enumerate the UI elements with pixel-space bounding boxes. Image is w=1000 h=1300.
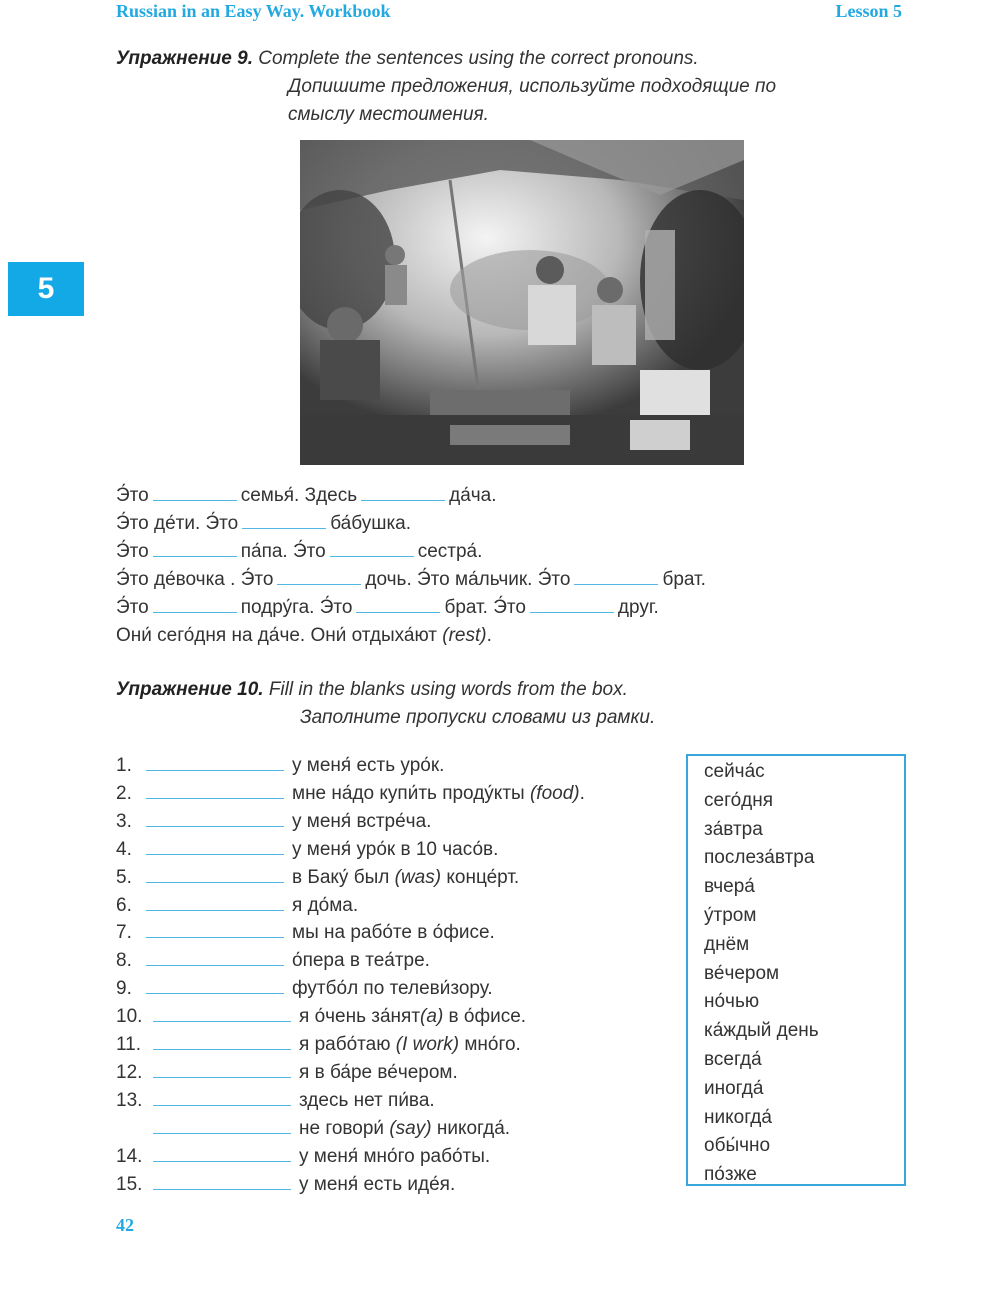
- answer-blank[interactable]: [146, 853, 284, 855]
- sentence-line-5: [116, 594, 706, 622]
- lesson-tab: 5: [8, 262, 84, 316]
- answer-blank[interactable]: [146, 881, 284, 883]
- exercise-item: [116, 1031, 585, 1059]
- exercise-9-label: Упражнение 9.: [116, 48, 253, 69]
- answer-blank[interactable]: [153, 1132, 291, 1134]
- sentence-text: Э́то: [116, 485, 149, 506]
- answer-blank[interactable]: [530, 611, 614, 613]
- exercise-item: [116, 1087, 585, 1115]
- answer-blank[interactable]: [242, 527, 326, 529]
- item-number: 9.: [116, 978, 132, 1000]
- box-word: сейча́с: [704, 761, 765, 782]
- answer-blank[interactable]: [153, 1076, 291, 1078]
- box-word: сего́дня: [704, 789, 774, 811]
- sentence-text: па́па. Э́то: [240, 541, 326, 562]
- item-number: 11.: [116, 1034, 142, 1056]
- item-text: у меня́ есть уро́к.: [292, 755, 445, 776]
- sentence-text: сестра́.: [417, 541, 483, 562]
- item-text: у меня́ уро́к в 10 часо́в.: [292, 838, 499, 860]
- answer-blank[interactable]: [146, 825, 284, 827]
- box-word: обы́чно: [704, 1135, 771, 1157]
- answer-blank[interactable]: [146, 909, 284, 911]
- answer-blank[interactable]: [153, 1160, 291, 1162]
- exercise-item: [116, 780, 585, 808]
- sentence-text: брат.: [662, 569, 706, 590]
- exercise-10-heading: [116, 676, 655, 732]
- item-number: 15.: [116, 1173, 143, 1195]
- answer-blank[interactable]: [361, 499, 445, 501]
- box-word: но́чью: [704, 991, 760, 1013]
- item-text: в Баку́ был (was) конце́рт.: [292, 866, 520, 888]
- answer-blank[interactable]: [146, 797, 284, 799]
- item-number: 2.: [116, 782, 132, 804]
- item-number: 13.: [116, 1089, 143, 1111]
- exercise-9-sentences: [116, 482, 706, 650]
- answer-blank[interactable]: [153, 1104, 291, 1106]
- item-text: у меня́ мно́го рабо́ты.: [299, 1145, 491, 1167]
- item-text: не говори́ (say) никогда́.: [299, 1117, 511, 1139]
- box-word: по́зже: [704, 1164, 757, 1186]
- item-text: мы на рабо́те в о́фисе.: [292, 922, 495, 944]
- sentence-line-3: [116, 538, 706, 566]
- sentence-line-6: [116, 622, 706, 650]
- item-text: у меня́ есть иде́я.: [299, 1173, 456, 1195]
- sentence-text: .: [486, 625, 492, 646]
- exercise-9-heading: [116, 45, 776, 129]
- page-number: 42: [116, 1215, 134, 1235]
- exercise-9-instruction-en: Complete the sentences using the correct pronouns.: [258, 48, 699, 69]
- exercise-item: [116, 1143, 585, 1171]
- exercise-9-instruction-ru-2: смыслу местоимения.: [288, 104, 489, 125]
- item-number: 7.: [116, 922, 132, 944]
- item-number: 8.: [116, 950, 132, 972]
- box-word: иногда́: [704, 1077, 764, 1099]
- exercise-item: [116, 919, 585, 947]
- exercise-10-list: [116, 752, 585, 1199]
- box-word: вчера́: [704, 876, 755, 898]
- exercise-item: [116, 975, 585, 1003]
- sentence-line-2: [116, 510, 706, 538]
- exercise-9-instruction-ru-1: Допишите предложения, используйте подходящие по: [288, 76, 777, 97]
- item-text: о́пера в теа́тре.: [292, 950, 430, 972]
- item-text: мне на́до купи́ть проду́кты (food).: [292, 782, 585, 804]
- sentence-gloss: (rest): [442, 625, 487, 646]
- item-text: у меня́ встре́ча.: [292, 810, 432, 832]
- item-number: 14.: [116, 1145, 143, 1167]
- sentence-text: Э́то: [116, 541, 149, 562]
- answer-blank[interactable]: [146, 992, 284, 994]
- item-text: я рабо́таю (I work) мно́го.: [299, 1034, 521, 1056]
- exercise-item: [116, 947, 585, 975]
- item-text: я о́чень за́нят(а) в о́фисе.: [299, 1006, 527, 1028]
- sentence-line-4: [116, 566, 706, 594]
- exercise-item: [116, 1003, 585, 1031]
- answer-blank[interactable]: [153, 555, 237, 557]
- book-title: Russian in an Easy Way. Workbook: [116, 1, 391, 21]
- answer-blank[interactable]: [356, 611, 440, 613]
- answer-blank[interactable]: [277, 583, 361, 585]
- sentence-text: семья́. Здесь: [240, 485, 358, 506]
- answer-blank[interactable]: [153, 1188, 291, 1190]
- lesson-label: Lesson 5: [835, 1, 902, 21]
- sentence-text: Они́ сего́дня на да́че. Они́ отдыха́ют: [116, 625, 443, 646]
- item-number: 6.: [116, 894, 132, 916]
- exercise-10-instruction-ru: Заполните пропуски словами из рамки.: [300, 707, 656, 728]
- exercise-item: [116, 836, 585, 864]
- answer-blank[interactable]: [574, 583, 658, 585]
- exercise-item: [116, 1115, 585, 1143]
- box-word: днём: [704, 933, 750, 955]
- box-word: всегда́: [704, 1048, 762, 1070]
- word-box: [686, 754, 906, 1186]
- item-number: 3.: [116, 810, 132, 832]
- answer-blank[interactable]: [153, 611, 237, 613]
- answer-blank[interactable]: [153, 499, 237, 501]
- item-number: 12.: [116, 1061, 143, 1083]
- item-text: футбо́л по телеви́зору.: [292, 978, 493, 1000]
- item-text: я до́ма.: [292, 894, 359, 916]
- sentence-text: друг.: [617, 597, 659, 618]
- exercise-item: [116, 808, 585, 836]
- sentence-text: Э́то де́ти. Э́то: [116, 513, 239, 534]
- exercise-item: [116, 752, 585, 780]
- box-word: за́втра: [704, 818, 763, 840]
- box-word: послеза́втра: [704, 847, 815, 869]
- box-word: ка́ждый день: [704, 1020, 819, 1042]
- exercise-10-label: Упражнение 10.: [116, 679, 264, 700]
- box-word: у́тром: [704, 904, 757, 926]
- answer-blank[interactable]: [153, 1020, 291, 1022]
- sentence-text: брат. Э́то: [444, 597, 526, 618]
- answer-blank[interactable]: [146, 769, 284, 771]
- item-text: я в ба́ре ве́чером.: [299, 1061, 458, 1083]
- item-number: 1.: [116, 755, 132, 776]
- answer-blank[interactable]: [153, 1048, 291, 1050]
- sentence-text: Э́то де́вочка . Э́то: [116, 569, 274, 590]
- item-number: 5.: [116, 866, 132, 888]
- answer-blank[interactable]: [146, 964, 284, 966]
- exercise-item: [116, 864, 585, 892]
- answer-blank[interactable]: [146, 936, 284, 938]
- exercise-item: [116, 892, 585, 920]
- exercise-10-instruction-en: Fill in the blanks using words from the box.: [268, 679, 628, 700]
- sentence-text: да́ча.: [449, 485, 497, 506]
- sentence-text: ба́бушка.: [330, 513, 412, 534]
- exercise-item: [116, 1171, 585, 1199]
- box-word: никогда́: [704, 1106, 772, 1128]
- box-word: ве́чером: [704, 962, 780, 984]
- family-photo: [300, 140, 744, 465]
- exercise-item: [116, 1059, 585, 1087]
- item-text: здесь нет пи́ва.: [299, 1089, 435, 1111]
- item-number: 10.: [116, 1006, 143, 1028]
- sentence-text: дочь. Э́то ма́льчик. Э́то: [365, 569, 571, 590]
- item-number: 4.: [116, 838, 132, 860]
- answer-blank[interactable]: [330, 555, 414, 557]
- sentence-text: Э́то: [116, 597, 149, 618]
- sentence-line-1: [116, 482, 706, 510]
- sentence-text: подру́га. Э́то: [240, 597, 353, 618]
